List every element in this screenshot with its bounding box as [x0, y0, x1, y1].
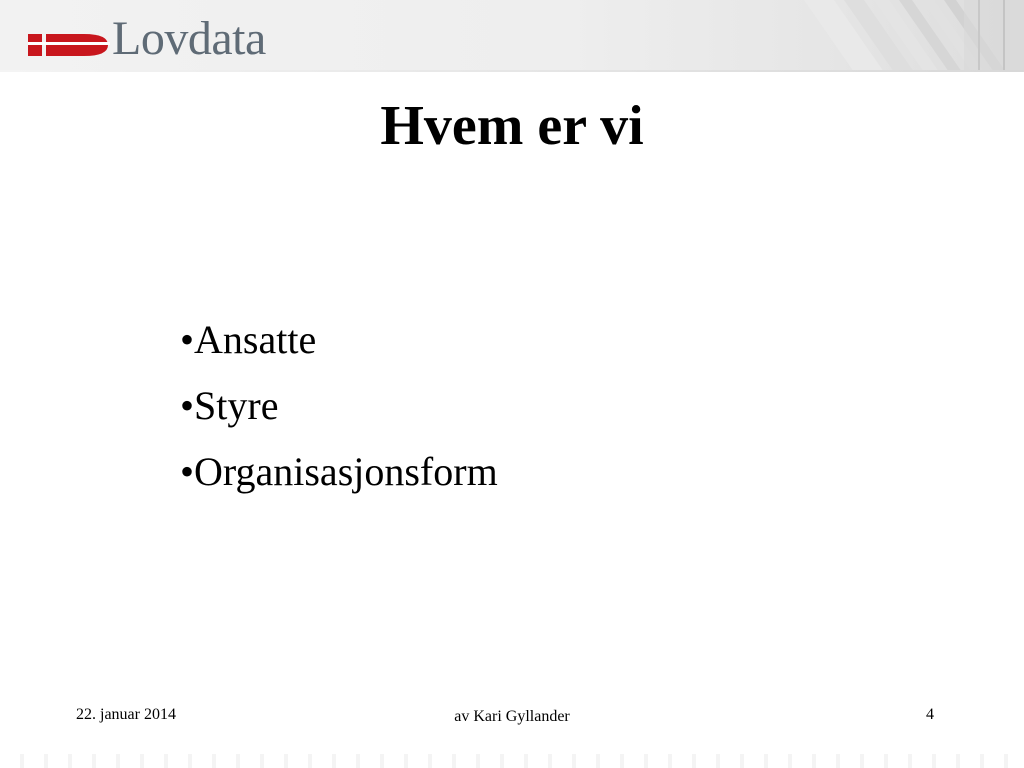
lovdata-logo — [28, 14, 266, 64]
banner-divider — [0, 70, 1024, 72]
header-banner — [0, 0, 1024, 72]
bullet-item: • Organisasjonsform — [180, 448, 498, 514]
footer-date: 22. januar 2014 — [76, 706, 176, 723]
lovdata-logo-mark — [28, 29, 110, 59]
footer-author: av Kari Gyllander — [454, 708, 570, 725]
bullet-item: • Ansatte — [180, 316, 498, 382]
logo-text: Lovdata — [112, 12, 266, 65]
footer-decoration — [0, 754, 1024, 768]
bullet-list — [180, 316, 498, 514]
bullet-item: • Styre — [180, 382, 498, 448]
slide-title: Hvem er vi — [380, 95, 644, 157]
architecture-graphic — [764, 0, 1024, 72]
page-number: 4 — [926, 706, 934, 723]
